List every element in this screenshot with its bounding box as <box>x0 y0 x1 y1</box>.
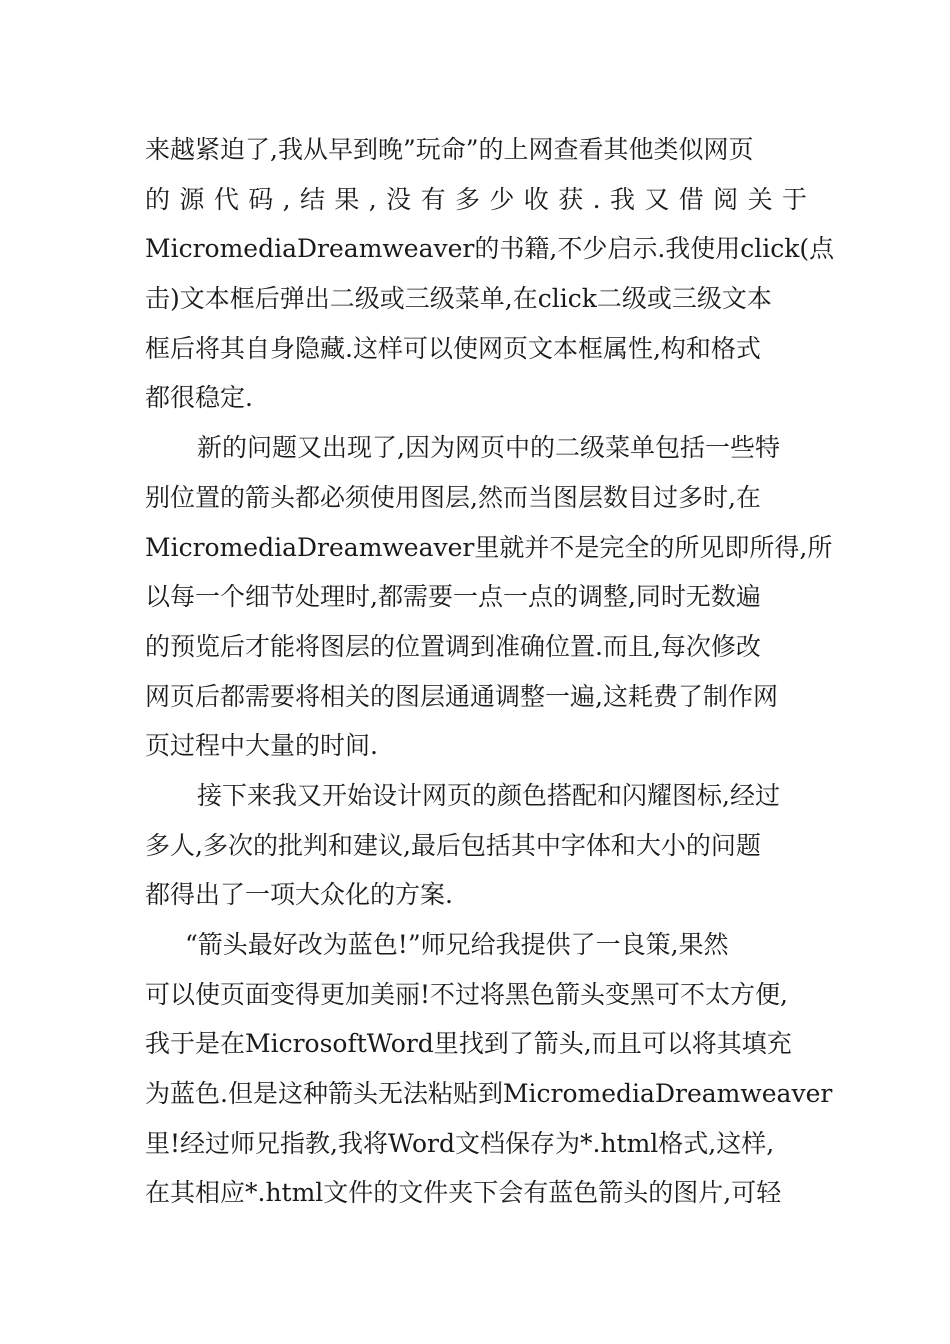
text-line: 来越紧迫了,我从早到晚”玩命”的上网查看其他类似网页 <box>145 135 754 164</box>
text-line: 都很稳定. <box>145 383 253 413</box>
document-body <box>145 125 835 1218</box>
text-line: 里!经过师兄指教,我将Word文档保存为*.html格式,这样, <box>145 1128 775 1158</box>
text-line: 页过程中大量的时间. <box>145 731 378 761</box>
text-line: 网页后都需要将相关的图层通通调整一遍,这耗费了制作网 <box>145 681 778 711</box>
text-line: 可以使页面变得更加美丽!不过将黑色箭头变黑可不太方便, <box>145 979 788 1009</box>
text-line: 以每一个细节处理时,都需要一点一点的调整,同时无数遍 <box>145 582 761 612</box>
text-line: 的源代码,结果,没有多少收获.我又借阅关于 <box>145 184 807 214</box>
text-line: 为蓝色.但是这种箭头无法粘贴到MicromediaDreamweaver <box>145 1079 833 1109</box>
text-line: 接下来我又开始设计网页的颜色搭配和闪耀图标,经过 <box>197 780 780 810</box>
text-line: 多人,多次的批判和建议,最后包括其中字体和大小的问题 <box>145 830 761 860</box>
text-line: 我于是在MicrosoftWord里找到了箭头,而且可以将其填充 <box>145 1029 792 1059</box>
text-line: 都得出了一项大众化的方案. <box>145 880 453 910</box>
text-line: 新的问题又出现了,因为网页中的二级菜单包括一些特 <box>197 433 780 463</box>
text-line: “箭头最好改为蓝色!”师兄给我提供了一良策,果然 <box>185 930 729 959</box>
text-line: MicromediaDreamweaver的书籍,不少启示.我使用click(点 <box>145 234 835 264</box>
text-line: 击)文本框后弹出二级或三级菜单,在click二级或三级文本 <box>145 284 772 314</box>
text-line: 别位置的箭头都必须使用图层,然而当图层数目过多时,在 <box>145 482 761 512</box>
text-line: MicromediaDreamweaver里就并不是完全的所见即所得,所 <box>145 532 833 562</box>
text-line: 框后将其自身隐藏.这样可以使网页文本框属性,构和格式 <box>145 333 761 363</box>
text-line: 在其相应*.html文件的文件夹下会有蓝色箭头的图片,可轻 <box>145 1178 782 1208</box>
text-line: 的预览后才能将图层的位置调到准确位置.而且,每次修改 <box>145 631 761 661</box>
